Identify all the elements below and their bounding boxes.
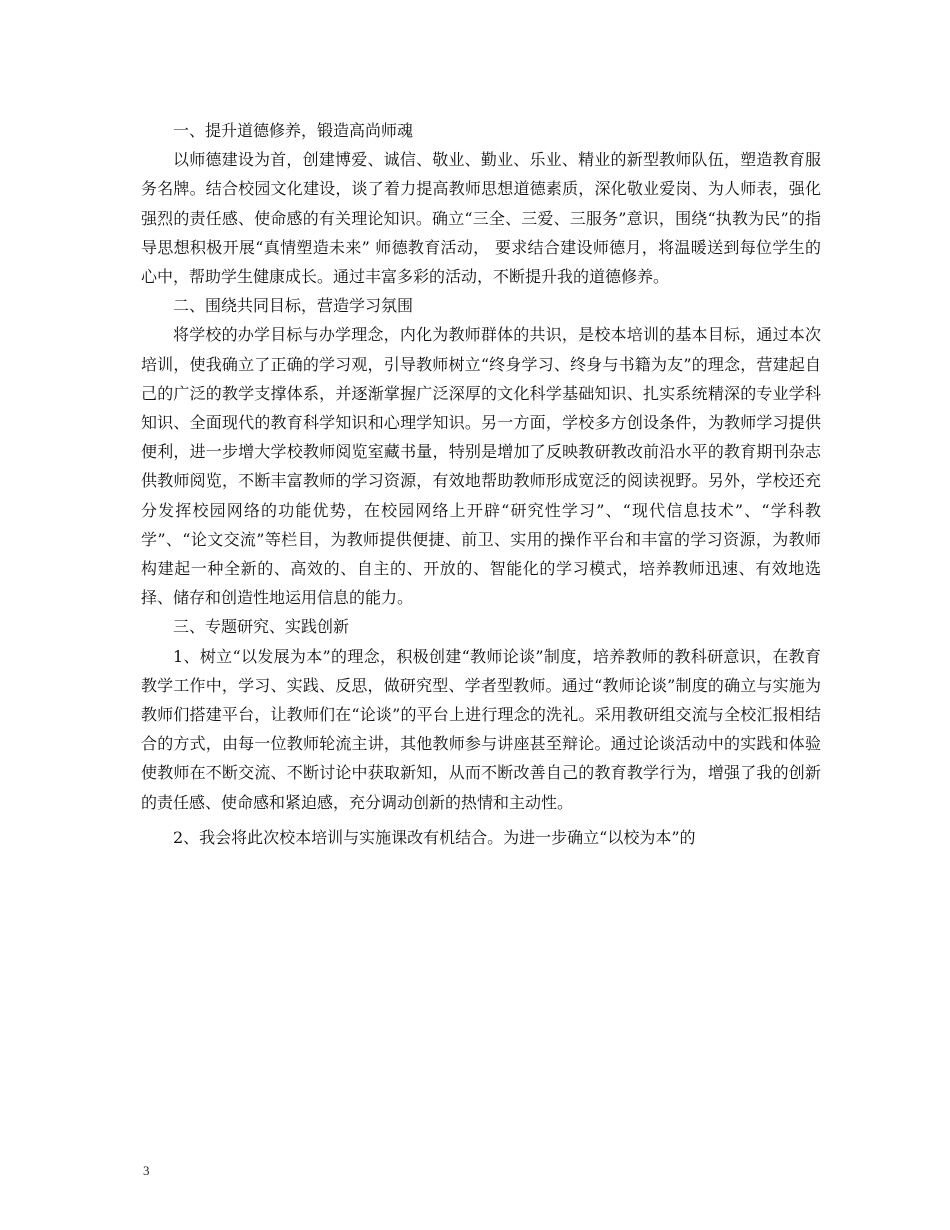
page-number: 3 xyxy=(143,1163,150,1178)
document-body xyxy=(141,116,821,852)
section-heading-2: 二、围绕共同目标，营造学习氛围 xyxy=(173,296,414,316)
body-paragraph: 2、我会将此次校本培训与实施课改有机结合。为进一步确立“以校为本”的 xyxy=(173,827,696,847)
body-paragraph: 1、树立“以发展为本”的理念，积极创建“教师论谈”制度，培养教师的教科研意识，在教育教学工作中，学习、实践、反思，做研究型、学者型教师。通过“教师论谈”制度的确立与实施为教师们搭建平台，让教师们在“论谈”的平台上进行理念的洗礼。采用教研组交流与全校汇报相结合的方式，由每一位教师轮流主讲，其他教师参与讲座甚至辩论。通过论谈活动中的实践和体验使教师在不断交流、不断讨论中获取新知，从而不断改善自己的教育教学行为，增强了我的创新的责任感、使命感和紧迫感，充分调动创新的热情和主动性。 xyxy=(141,646,821,812)
body-paragraph: 将学校的办学目标与办学理念，内化为教师群体的共识，是校本培训的基本目标，通过本次培训，使我确立了正确的学习观，引导教师树立“终身学习、终身与书籍为友”的理念，营建起自己的广泛的教学支撑体系，并逐渐掌握广泛深厚的文化科学基础知识、扎实系统精深的专业学科知识、全面现代的教育科学知识和心理学知识。另一方面，学校多方创设条件，为教师学习提供便利，进一步增大学校教师阅览室藏书量，特别是增加了反映教研教改前沿水平的教育期刊杂志供教师阅览，不断丰富教师的学习资源，有效地帮助教师形成宽泛的阅读视野。另外，学校还充分发挥校园网络的功能优势，在校园网络上开辟“研究性学习”、“现代信息技术”、“学科教学”、“论文交流”等栏目，为教师提供便捷、前卫、实用的操作平台和丰富的学习资源，为教师构建起一种全新的、高效的、自主的、开放的、智能化的学习模式，培养教师迅速、有效地选择、储存和创造性地运用信息的能力。 xyxy=(141,325,821,608)
body-paragraph: 以师德建设为首，创建博爱、诚信、敬业、勤业、乐业、精业的新型教师队伍，塑造教育服务名牌。结合校园文化建设，谈了着力提高教师思想道德素质，深化敬业爱岗、为人师表，强化强烈的责任感、使命感的有关理论知识。确立“三全、三爱、三服务”意识，围绕“执教为民”的指导思想积极开展“真情塑造未来” 师德教育活动， 要求结合建设师德月，将温暖送到每位学生的心中，帮助学生健康成长。通过丰富多彩的活动，不断提升我的道德修养。 xyxy=(141,150,821,287)
section-heading-3: 三、专题研究、实践创新 xyxy=(173,617,350,637)
section-heading-1: 一、提升道德修养，锻造高尚师魂 xyxy=(173,121,414,140)
